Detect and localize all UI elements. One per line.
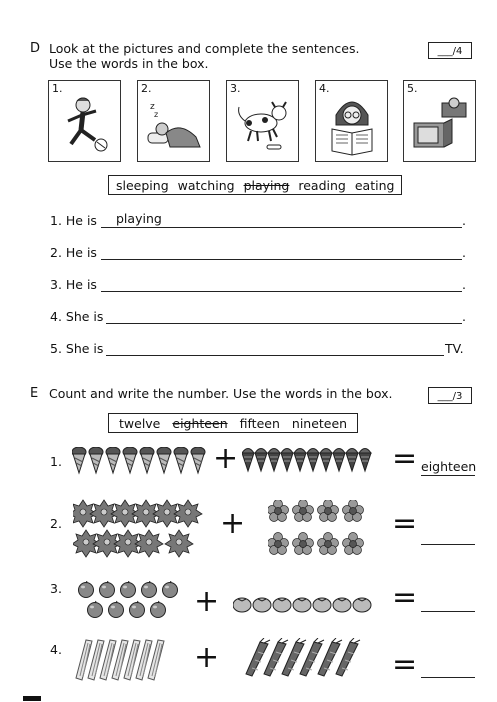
picture-5 <box>403 80 476 162</box>
sentence-5-line[interactable] <box>106 355 444 356</box>
picture-1 <box>48 80 121 162</box>
row-2-answer[interactable] <box>421 544 475 545</box>
picture-number: 4. <box>319 82 330 95</box>
row-4-equals: = <box>392 647 418 682</box>
section-d-instruction <box>49 41 359 71</box>
word-fifteen: fifteen <box>239 415 280 431</box>
row-1-answer[interactable]: eighteen <box>421 459 477 474</box>
boy-kicking-ball-icon <box>55 93 115 159</box>
sentence-3-end: . <box>462 277 466 292</box>
sentence-4-prefix: 4. She is <box>50 309 104 324</box>
picture-number: 1. <box>52 82 63 95</box>
sentence-5-prefix: 5. She is <box>50 341 104 356</box>
leaf-flower-group-left <box>73 498 205 558</box>
sentence-4-line[interactable] <box>106 323 462 324</box>
section-d-word-box <box>108 175 402 195</box>
dog-playing-icon <box>233 93 293 159</box>
sentence-2-line[interactable] <box>101 259 462 260</box>
celery-group-left <box>74 638 170 682</box>
carrot-group-right <box>244 638 362 678</box>
row-3-equals: = <box>392 580 418 615</box>
section-d-instruction-line1: Look at the pictures and complete the sentences. <box>49 41 360 56</box>
row-2-equals: = <box>392 506 418 541</box>
word-eighteen: eighteen <box>172 415 228 431</box>
picture-2 <box>137 80 210 162</box>
row-3-answer[interactable] <box>421 611 475 612</box>
sentence-5-end: TV. <box>445 341 464 356</box>
girl-reading-icon <box>322 93 382 159</box>
sentence-3-line[interactable] <box>101 291 462 292</box>
word-watching: watching <box>177 177 235 193</box>
row-1-equals: = <box>392 441 418 476</box>
picture-3 <box>226 80 299 162</box>
sentence-1-prefix: 1. He is <box>50 213 97 228</box>
row-1-number: 1. <box>50 454 62 469</box>
ice-cream-group-right <box>242 447 374 473</box>
word-sleeping: sleeping <box>116 177 169 193</box>
tomato-group-right <box>233 595 375 613</box>
round-flower-group-right <box>268 500 366 558</box>
apple-group-left <box>78 581 182 621</box>
word-twelve: twelve <box>119 415 161 431</box>
sentence-2-prefix: 2. He is <box>50 245 97 260</box>
word-playing: playing <box>243 177 290 193</box>
section-e-instruction: Count and write the number. Use the words in the box. <box>49 386 393 401</box>
svg-text:z: z <box>154 110 159 119</box>
watching-tv-icon <box>410 93 470 159</box>
word-nineteen: nineteen <box>291 415 348 431</box>
section-d-letter: D <box>30 41 41 56</box>
word-eating: eating <box>354 177 395 193</box>
picture-number: 5. <box>407 82 418 95</box>
section-d-score-box[interactable]: ___/4 <box>428 42 472 59</box>
row-1-plus: + <box>213 441 239 476</box>
sleeping-person-icon <box>144 93 204 159</box>
row-4-plus: + <box>194 640 220 675</box>
picture-number: 2. <box>141 82 152 95</box>
row-4-answer[interactable] <box>421 677 475 678</box>
section-e-word-box <box>108 413 358 433</box>
sentence-1-answer: playing <box>116 211 162 226</box>
svg-text:z: z <box>150 102 155 112</box>
row-2-number: 2. <box>50 516 62 531</box>
picture-number: 3. <box>230 82 241 95</box>
section-e-score-box[interactable]: ___/3 <box>428 387 472 404</box>
row-3-plus: + <box>194 584 220 619</box>
sentence-3-prefix: 3. He is <box>50 277 97 292</box>
row-2-plus: + <box>220 506 246 541</box>
sentence-4-end: . <box>462 309 466 324</box>
picture-4 <box>315 80 388 162</box>
row-4-number: 4. <box>50 642 62 657</box>
row-3-number: 3. <box>50 581 62 596</box>
section-e-letter: E <box>30 386 39 401</box>
ice-cream-group-left <box>72 447 212 475</box>
sentence-2-end: . <box>462 245 466 260</box>
word-reading: reading <box>298 177 346 193</box>
sentence-1-end: . <box>462 213 466 228</box>
page-edge-marker <box>23 696 41 701</box>
section-d-instruction-line2: Use the words in the box. <box>49 56 209 71</box>
sentence-1-line[interactable] <box>101 227 462 228</box>
